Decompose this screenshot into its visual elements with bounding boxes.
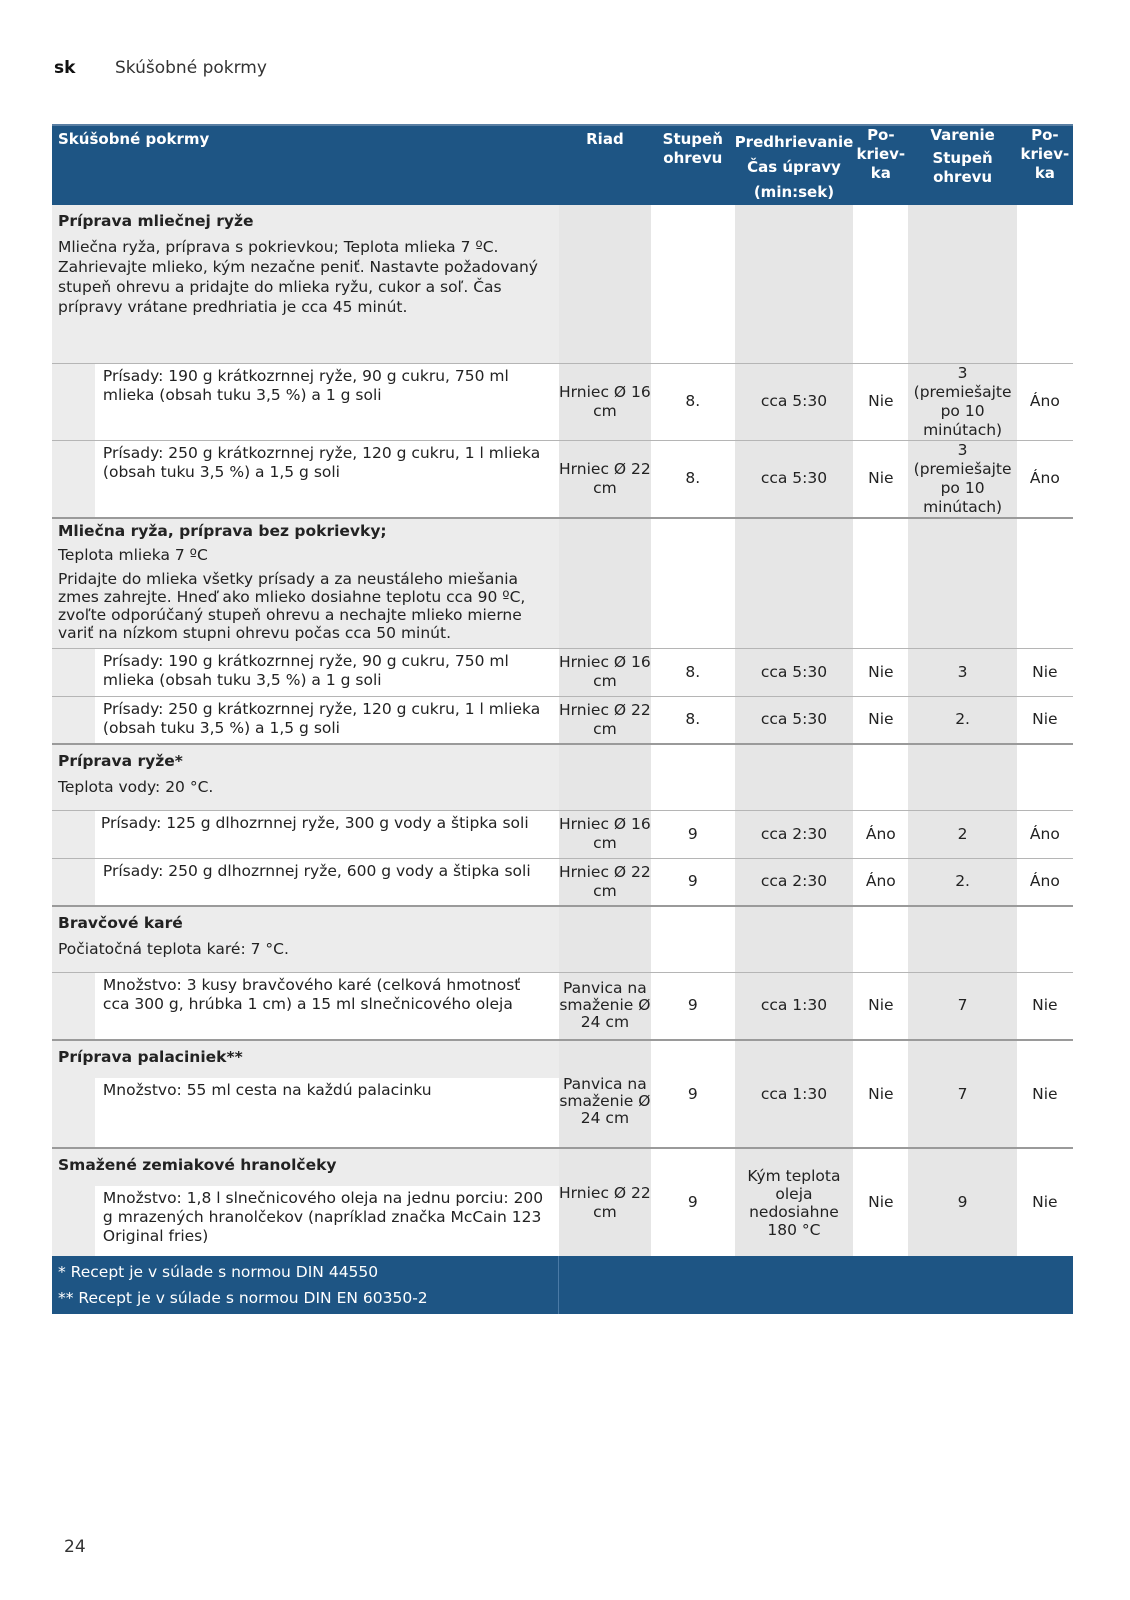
section-row: [52, 1148, 1073, 1186]
section-title: Príprava palaciniek**: [58, 1048, 243, 1066]
section-text: Počiatočná teplota karé: 7 °C.: [58, 940, 289, 958]
ingredients: Prísady: 250 g krátkozrnnej ryže, 120 g cukru, 1 l mlieka (obsah tuku 3,5 %) a 1,5 g soli: [95, 440, 559, 518]
cooking-level: 9: [908, 1148, 1016, 1256]
heat-level: 9: [651, 810, 735, 858]
page-title: Skúšobné pokrmy: [115, 58, 267, 78]
vessel: Hrniec Ø 16 cm: [559, 810, 651, 858]
vessel: Hrniec Ø 22 cm: [559, 696, 651, 744]
lid: Nie: [853, 440, 908, 518]
ingredients: Prísady: 250 g dlhozrnnej ryže, 600 g vody a štipka soli: [95, 858, 559, 906]
ingredients: Prísady: 190 g krátkozrnnej ryže, 90 g cukru, 750 ml mlieka (obsah tuku 3,5 %) a 1 g soli: [95, 648, 559, 696]
cooking-time: cca 5:30: [735, 648, 854, 696]
cooking-time: cca 1:30: [735, 1040, 854, 1148]
table-row: [52, 440, 1073, 518]
lid: Nie: [853, 1040, 908, 1148]
table-row: [52, 648, 1073, 696]
page-number: 24: [64, 1537, 86, 1557]
cooking-level: 3: [908, 648, 1016, 696]
heat-level: 8.: [651, 363, 735, 440]
section-text: Teplota mlieka 7 ºC: [58, 545, 208, 564]
vessel: Panvica na smaženie Ø 24 cm: [559, 1040, 651, 1148]
vessel: Hrniec Ø 22 cm: [559, 440, 651, 518]
footnote-1: * Recept je v súlade s normou DIN 44550: [58, 1263, 379, 1281]
section-row: [52, 205, 1073, 363]
cooking-time: cca 1:30: [735, 972, 854, 1040]
cooking-time: Kým teplota oleja nedosiahne 180 °C: [735, 1148, 854, 1256]
page-header: [54, 58, 267, 78]
lid: Nie: [853, 363, 908, 440]
footnotes: [52, 1256, 559, 1314]
cooking-level: 7: [908, 1040, 1016, 1148]
section-description: [52, 1040, 559, 1078]
ingredients: Množstvo: 3 kusy bravčového karé (celková hmotnosť cca 300 g, hrúbka 1 cm) a 15 ml slnečnicového oleja: [95, 972, 559, 1040]
cooking-level: 3 (premiešajte po 10 minútach): [908, 363, 1016, 440]
lid-2: Nie: [1017, 972, 1073, 1040]
col-header-preheat-label: Predhrievanie: [734, 133, 854, 151]
heat-level: 9: [651, 1040, 735, 1148]
lid-2: Áno: [1017, 363, 1073, 440]
footnote-row: [52, 1256, 1073, 1314]
heat-level: 9: [651, 858, 735, 906]
section-description: [52, 205, 559, 363]
cooking-time: cca 5:30: [735, 363, 854, 440]
cooking-level: 2: [908, 810, 1016, 858]
section-text: Mliečna ryža, príprava s pokrievkou; Teplota mlieka 7 ºC. Zahrievajte mlieko, kým nezačne peniť. Nastavte požadovaný stupeň ohrevu a pridajte do mlieka ryžu, cukor a soľ. Čas prípravy vrátane predhriatia je cca 45 minút.: [58, 238, 538, 316]
cooking-level: 2.: [908, 858, 1016, 906]
cooking-level: 3 (premiešajte po 10 minútach): [908, 440, 1016, 518]
col-header-cooking-label: Varenie: [930, 126, 995, 144]
cooking-level: 2.: [908, 696, 1016, 744]
heat-level: 9: [651, 972, 735, 1040]
section-description: [52, 1148, 559, 1186]
lid-2: Nie: [1017, 1040, 1073, 1148]
col-header-lid-2: Po-kriev-ka: [1017, 125, 1073, 205]
heat-level: 8.: [651, 696, 735, 744]
table-row: [52, 972, 1073, 1040]
lid: Áno: [853, 810, 908, 858]
ingredients: Prísady: 250 g krátkozrnnej ryže, 120 g cukru, 1 l mlieka (obsah tuku 3,5 %) a 1,5 g soli: [95, 696, 559, 744]
lid-2: Áno: [1017, 810, 1073, 858]
lid: Nie: [853, 648, 908, 696]
table-row: [52, 363, 1073, 440]
col-header-preheat: [735, 125, 854, 205]
col-header-lid: Po-kriev-ka: [853, 125, 908, 205]
table-row: [52, 810, 1073, 858]
table-header-row: [52, 125, 1073, 205]
table-row: [52, 858, 1073, 906]
lid-2: Nie: [1017, 648, 1073, 696]
cooking-time: cca 2:30: [735, 810, 854, 858]
col-header-level: Stupeň ohrevu: [651, 125, 735, 205]
section-title: Príprava ryže*: [58, 752, 183, 770]
section-description: [52, 906, 559, 972]
heat-level: 9: [651, 1148, 735, 1256]
section-row: [52, 744, 1073, 810]
col-header-cooking-level: Stupeň ohrevu: [932, 149, 993, 186]
col-header-vessel: Riad: [559, 125, 651, 205]
lid: Áno: [853, 858, 908, 906]
cooking-time: cca 2:30: [735, 858, 854, 906]
ingredients: Množstvo: 1,8 l slnečnicového oleja na jednu porciu: 200 g mrazených hranolčekov (napríklad značka McCain 123 Original fries): [95, 1186, 559, 1256]
vessel: Hrniec Ø 22 cm: [559, 858, 651, 906]
vessel: Hrniec Ø 16 cm: [559, 363, 651, 440]
cooking-time: cca 5:30: [735, 440, 854, 518]
language-code: sk: [54, 58, 76, 78]
section-title: Bravčové karé: [58, 914, 183, 932]
cooking-level: 7: [908, 972, 1016, 1040]
lid: Nie: [853, 696, 908, 744]
lid-2: Nie: [1017, 1148, 1073, 1256]
lid-2: Áno: [1017, 858, 1073, 906]
ingredients: Prísady: 125 g dlhozrnnej ryže, 300 g vody a štipka soli: [95, 810, 559, 858]
section-row: [52, 1040, 1073, 1078]
cooking-time: cca 5:30: [735, 696, 854, 744]
section-text: Pridajte do mlieka všetky prísady a za neustáleho miešania zmes zahrejte. Hneď ako mlieko dosiahne teplotu cca 90 ºC, zvoľte odporúčaný stupeň ohrevu a nechajte mlieko mierne variť na nízkom stupni ohrevu počas cca 50 minút.: [58, 569, 526, 642]
ingredients: Množstvo: 55 ml cesta na každú palacinku: [95, 1078, 559, 1148]
section-title: Príprava mliečnej ryže: [58, 212, 254, 230]
section-row: [52, 906, 1073, 972]
vessel: Panvica na smaženie Ø 24 cm: [559, 972, 651, 1040]
col-header-dish: Skúšobné pokrmy: [52, 125, 559, 205]
ingredients: Prísady: 190 g krátkozrnnej ryže, 90 g cukru, 750 ml mlieka (obsah tuku 3,5 %) a 1 g soli: [95, 363, 559, 440]
section-row: [52, 518, 1073, 649]
section-title: Smažené zemiakové hranolčeky: [58, 1156, 337, 1174]
vessel: Hrniec Ø 22 cm: [559, 1148, 651, 1256]
section-title: Mliečna ryža, príprava bez pokrievky;: [58, 521, 387, 540]
section-description: [52, 518, 559, 649]
lid: Nie: [853, 972, 908, 1040]
table-row: [52, 696, 1073, 744]
section-description: [52, 744, 559, 810]
lid: Nie: [853, 1148, 908, 1256]
section-text: Teplota vody: 20 °C.: [58, 778, 214, 796]
heat-level: 8.: [651, 440, 735, 518]
vessel: Hrniec Ø 16 cm: [559, 648, 651, 696]
lid-2: Áno: [1017, 440, 1073, 518]
test-dishes-table: [52, 124, 1073, 1314]
footnote-2: ** Recept je v súlade s normou DIN EN 60350-2: [58, 1289, 428, 1307]
heat-level: 8.: [651, 648, 735, 696]
lid-2: Nie: [1017, 696, 1073, 744]
col-header-cooking: [908, 125, 1016, 205]
col-header-preheat-time: Čas úpravy (min:sek): [747, 158, 841, 201]
